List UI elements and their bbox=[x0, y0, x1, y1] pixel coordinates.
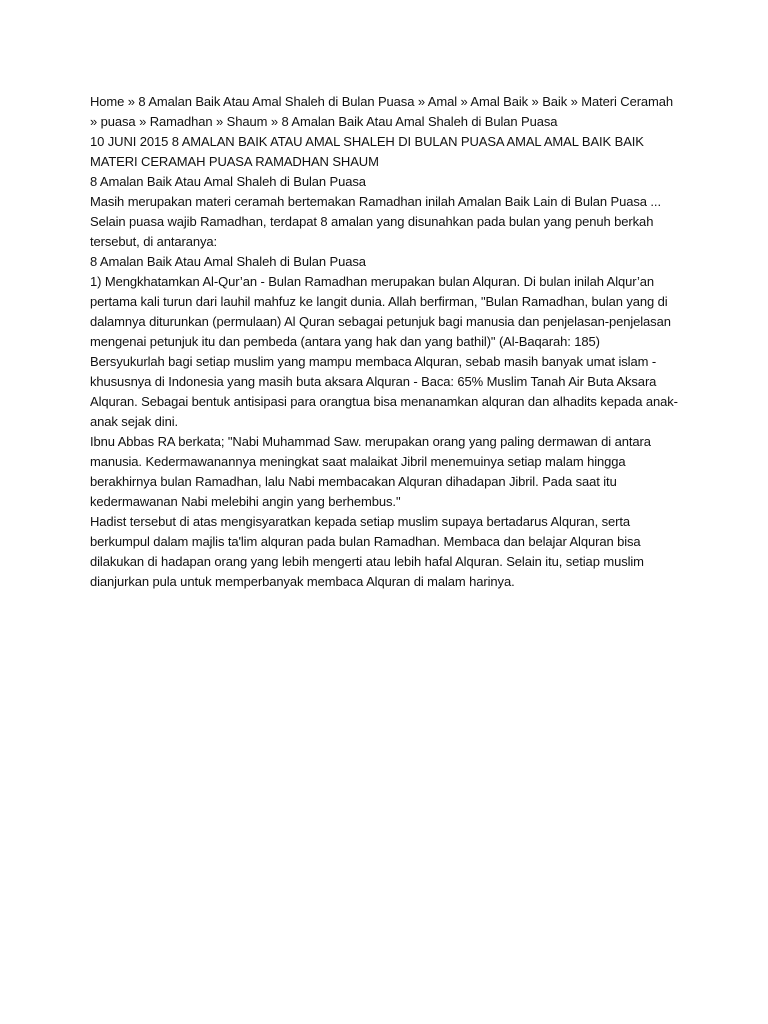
section-title: 8 Amalan Baik Atau Amal Shaleh di Bulan Puasa bbox=[90, 254, 366, 269]
body-paragraph-2: Bersyukurlah bagi setiap muslim yang mampu membaca Alquran, sebab masih banyak umat islam - khususnya di Indonesia yang masih buta aksara Alquran - Baca: 65% Muslim Tanah Air Buta Aksara Alquran. Sebagai bentuk antisipasi para orangtua bisa menanamkan alquran dan alhadits kepada anak-anak sejak dini. bbox=[90, 354, 678, 429]
body-paragraph-3: Ibnu Abbas RA berkata; "Nabi Muhammad Saw. merupakan orang yang paling dermawan di antara manusia. Kedermawanannya meningkat saat malaikat Jibril menemuinya setiap malam hingga berakhirnya bulan Ramadhan, lalu Nabi membacakan Alquran dihadapan Jibril. Pada saat itu kedermawanan Nabi melebihi angin yang berhembus." bbox=[90, 434, 651, 509]
intro-paragraph-2: Selain puasa wajib Ramadhan, terdapat 8 amalan yang disunahkan pada bulan yang penuh berkah tersebut, di antaranya: bbox=[90, 214, 654, 249]
date-heading: 10 JUNI 2015 8 AMALAN BAIK ATAU AMAL SHALEH DI BULAN PUASA AMAL AMAL BAIK BAIK MATERI CERAMAH PUASA RAMADHAN SHAUM bbox=[90, 134, 644, 169]
breadcrumb: Home » 8 Amalan Baik Atau Amal Shaleh di Bulan Puasa » Amal » Amal Baik » Baik » Materi Ceramah » puasa » Ramadhan » Shaum » 8 Amalan Baik Atau Amal Shaleh di Bulan Puasa bbox=[90, 94, 674, 129]
page-subtitle: 8 Amalan Baik Atau Amal Shaleh di Bulan Puasa bbox=[90, 174, 366, 189]
document-page bbox=[90, 92, 680, 592]
body-paragraph-1: 1) Mengkhatamkan Al-Qur’an - Bulan Ramadhan merupakan bulan Alquran. Di bulan inilah Alqur’an pertama kali turun dari lauhil mahfuz ke langit dunia. Allah berfirman, "Bulan Ramadhan, bulan yang di dalamnya diturunkan (permulaan) Al Quran sebagai petunjuk bagi manusia dan penjelasan-penjelasan mengenai petunjuk itu dan pembeda (antara yang hak dan yang bathil)" (Al-Baqarah: 185) bbox=[90, 274, 671, 349]
intro-paragraph-1: Masih merupakan materi ceramah bertemakan Ramadhan inilah Amalan Baik Lain di Bulan Puasa ... bbox=[90, 194, 661, 209]
body-paragraph-4: Hadist tersebut di atas mengisyaratkan kepada setiap muslim supaya bertadarus Alquran, serta berkumpul dalam majlis ta'lim alquran pada bulan Ramadhan. Membaca dan belajar Alquran bisa dilakukan di hadapan orang yang lebih mengerti atau lebih hafal Alquran. Selain itu, setiap muslim dianjurkan pula untuk memperbanyak membaca Alquran di malam harinya. bbox=[90, 514, 644, 589]
